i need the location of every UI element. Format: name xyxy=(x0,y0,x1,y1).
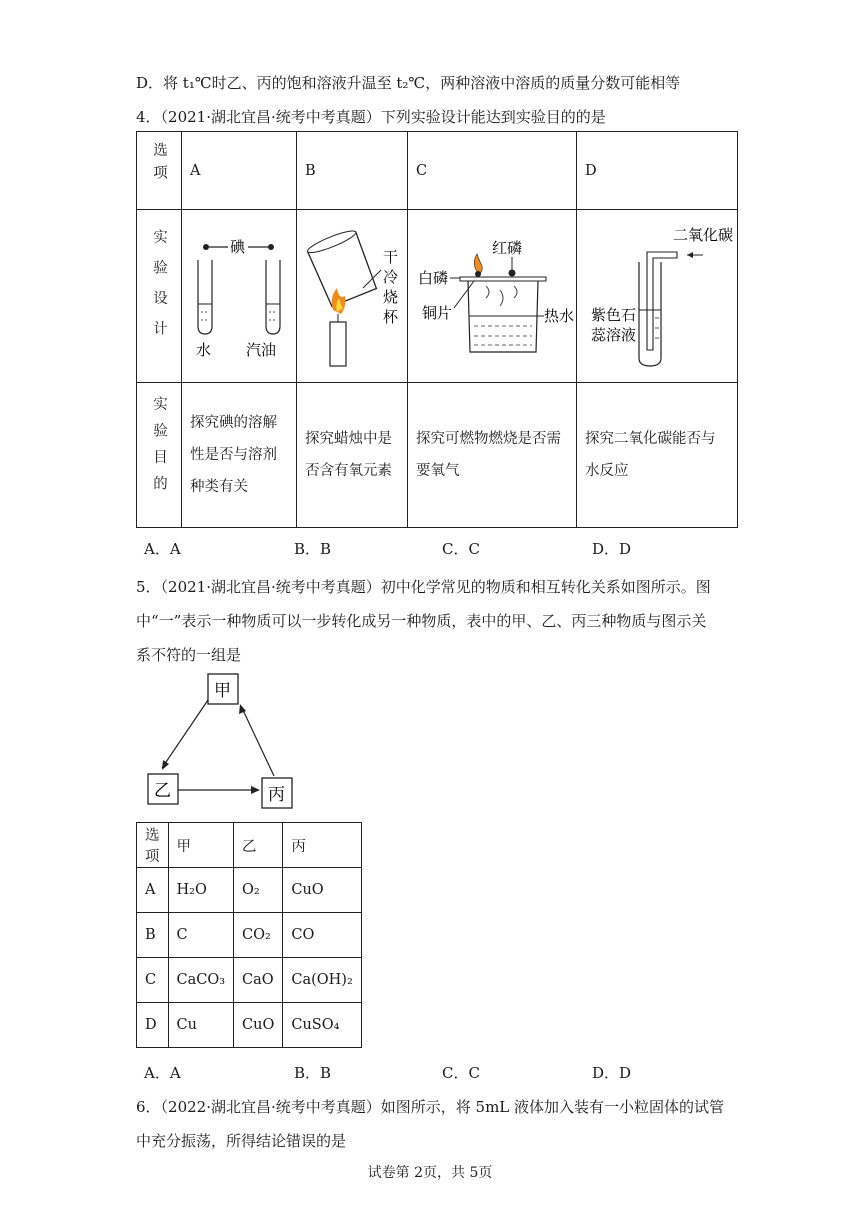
table-row: D Cu CuO CuSO₄ xyxy=(137,1003,362,1048)
label-jia: 甲 xyxy=(214,681,231,701)
row-header-option: 选项 xyxy=(137,132,182,210)
q4-stem: 4．（2021·湖北宜昌·统考中考真题）下列实验设计能达到实验目的的是 xyxy=(136,108,606,126)
col-header-c: C xyxy=(408,132,577,210)
q4-choice-a[interactable]: A．A xyxy=(144,540,181,558)
label-cup-3: 烧 xyxy=(383,288,399,306)
row-header-design: 实验设计 xyxy=(137,210,182,383)
label-red-phosphorus: 红磷 xyxy=(492,239,523,257)
header-yi: 乙 xyxy=(234,823,283,868)
purpose-a: 探究碘的溶解 性是否与溶剂 种类有关 xyxy=(182,383,297,528)
phosphorus-combustion-diagram xyxy=(408,210,576,378)
table-row: A H₂O O₂ CuO xyxy=(137,868,362,913)
purpose-c: 探究可燃物燃烧是否需 要氧气 xyxy=(408,383,577,528)
col-header-a: A xyxy=(182,132,297,210)
table-row: B C CO₂ CO xyxy=(137,913,362,958)
q5-substance-table xyxy=(136,822,362,1048)
col-header-d: D xyxy=(577,132,738,210)
label-cup-1: 干 xyxy=(383,248,399,266)
label-litmus-1: 紫色石 xyxy=(591,306,637,324)
row-header-purpose: 实验目的 xyxy=(137,383,182,528)
label-cup-2: 冷 xyxy=(383,268,399,286)
col-header-b: B xyxy=(297,132,408,210)
q4-choice-d[interactable]: D．D xyxy=(592,540,632,558)
label-white-phosphorus: 白磷 xyxy=(418,269,449,287)
co2-litmus-diagram xyxy=(577,210,737,378)
diagram-c xyxy=(408,210,577,383)
candle-beaker-diagram xyxy=(297,210,407,378)
diagram-d xyxy=(577,210,738,383)
q5-choice-b[interactable]: B．B xyxy=(294,1064,332,1082)
q4-choice-c[interactable]: C．C xyxy=(442,540,480,558)
header-bing: 丙 xyxy=(283,823,361,868)
label-iodine: 碘 xyxy=(230,238,246,256)
q5-choice-d[interactable]: D．D xyxy=(592,1064,632,1082)
label-yi: 乙 xyxy=(154,781,171,801)
label-co2: 二氧化碳 xyxy=(673,226,734,244)
label-bing: 丙 xyxy=(268,785,285,805)
label-hot-water: 热水 xyxy=(544,307,575,325)
q5-choice-c[interactable]: C．C xyxy=(442,1064,480,1082)
purpose-d: 探究二氧化碳能否与 水反应 xyxy=(577,383,738,528)
iodine-solubility-diagram xyxy=(182,210,296,378)
table-row: C CaCO₃ CaO Ca(OH)₂ xyxy=(137,958,362,1003)
label-litmus-2: 蕊溶液 xyxy=(591,326,637,344)
q5-choice-a[interactable]: A．A xyxy=(144,1064,181,1082)
page-footer: 试卷第 2页，共 5页 xyxy=(367,1165,493,1181)
q5-conversion-diagram xyxy=(140,668,320,814)
header-option: 选项 xyxy=(137,823,169,868)
label-water: 水 xyxy=(196,341,212,359)
diagram-b xyxy=(297,210,408,383)
purpose-b: 探究蜡烛中是 否含有氧元素 xyxy=(297,383,408,528)
label-copper: 铜片 xyxy=(422,304,453,322)
label-gasoline: 汽油 xyxy=(246,341,277,359)
q6-stem: 6．（2022·湖北宜昌·统考中考真题）如图所示，将 5mL 液体加入装有一小粒固体的试管 中充分振荡，所得结论错误的是 xyxy=(136,1098,725,1150)
q5-stem: 5．（2021·湖北宜昌·统考中考真题）初中化学常见的物质和相互转化关系如图所示。图 中“一”表示一种物质可以一步转化成另一种物质，表中的甲、乙、丙三种物质与图示关 系不符的一组是 xyxy=(136,578,711,664)
q4-experiment-table xyxy=(136,131,738,528)
header-jia: 甲 xyxy=(168,823,234,868)
label-cup-4: 杯 xyxy=(383,308,399,326)
q4-choice-b[interactable]: B．B xyxy=(294,540,332,558)
diagram-a xyxy=(182,210,297,383)
q3-option-d: D．将 t₁℃时乙、丙的饱和溶液升温至 t₂℃，两种溶液中溶质的质量分数可能相等 xyxy=(136,74,681,92)
